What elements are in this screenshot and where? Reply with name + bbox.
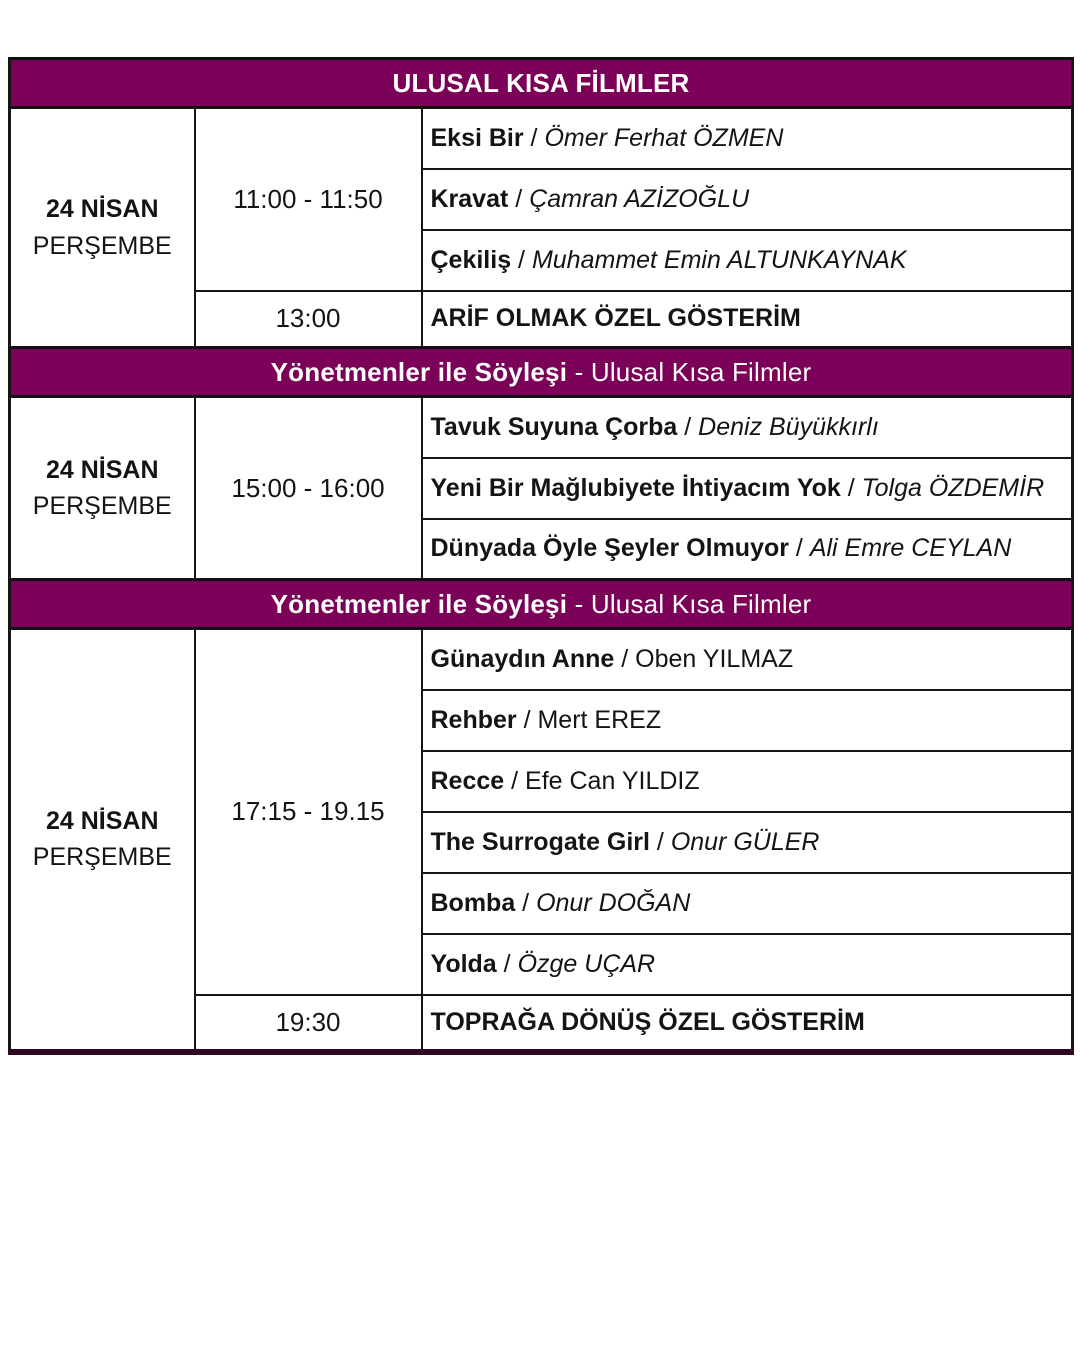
film-director: Özge UÇAR: [517, 949, 656, 978]
schedule-table-body: [10, 59, 1073, 1052]
date-cell: [10, 397, 195, 580]
title-director-separator: /: [511, 245, 532, 274]
special-event-cell: [422, 995, 1073, 1052]
title-director-separator: /: [840, 473, 862, 502]
film-cell: [422, 108, 1073, 169]
title-director-separator: /: [649, 827, 671, 856]
film-title: Dünyada Öyle Şeyler Olmuyor: [430, 534, 789, 563]
film-title: The Surrogate Girl: [430, 827, 650, 856]
table-row: [10, 629, 1073, 690]
section-header: [10, 59, 1073, 108]
title-director-separator: /: [516, 705, 538, 734]
section-header-row: [10, 580, 1073, 629]
section-header-title: Yönetmenler ile Söyleşi: [270, 356, 568, 387]
time-cell: 11:00 - 11:50: [195, 108, 422, 291]
title-director-separator: /: [523, 123, 545, 152]
title-director-separator: /: [496, 949, 518, 978]
film-title: Yeni Bir Mağlubiyete İhtiyacım Yok: [430, 473, 841, 502]
date-cell: [10, 629, 195, 1052]
film-director: Tolga ÖZDEMİR: [861, 473, 1045, 502]
film-director: Çamran AZİZOĞLU: [529, 184, 750, 213]
film-title: Recce: [430, 766, 505, 795]
date-weekday: PERŞEMBE: [32, 492, 172, 520]
film-title: Bomba: [430, 888, 516, 917]
table-row: [10, 108, 1073, 169]
title-director-separator: /: [677, 412, 699, 441]
film-director: Muhammet Emin ALTUNKAYNAK: [531, 245, 907, 274]
time-cell: 17:15 - 19.15: [195, 629, 422, 995]
section-header-subtitle: - Ulusal Kısa Filmler: [567, 356, 812, 387]
film-cell: [422, 812, 1073, 873]
section-header-row: [10, 348, 1073, 397]
film-title: Rehber: [430, 705, 517, 734]
special-event-title: TOPRAĞA DÖNÜŞ ÖZEL GÖSTERİM: [430, 1007, 865, 1036]
date-weekday: PERŞEMBE: [32, 231, 172, 260]
film-title: Yolda: [430, 949, 497, 978]
section-header-title: ULUSAL KISA FİLMLER: [392, 67, 690, 98]
film-director: Efe Can YILDIZ: [525, 766, 700, 795]
special-event-title: ARİF OLMAK ÖZEL GÖSTERİM: [430, 304, 801, 333]
title-director-separator: /: [508, 184, 530, 213]
film-cell: [422, 519, 1073, 580]
section-header-subtitle: - Ulusal Kısa Filmler: [567, 588, 812, 619]
film-title: Günaydın Anne: [430, 644, 615, 673]
date-cell: [10, 108, 195, 348]
film-cell: [422, 690, 1073, 751]
film-cell: [422, 230, 1073, 291]
film-cell: [422, 873, 1073, 934]
title-director-separator: /: [504, 766, 526, 795]
film-title: Kravat: [430, 184, 509, 213]
film-director: Deniz Büyükkırlı: [698, 412, 879, 441]
title-director-separator: /: [614, 644, 636, 673]
film-cell: [422, 397, 1073, 458]
film-cell: [422, 934, 1073, 995]
special-event-cell: [422, 291, 1073, 348]
time-cell: 15:00 - 16:00: [195, 397, 422, 580]
date-weekday: PERŞEMBE: [32, 843, 172, 872]
date-day: 24 NİSAN: [45, 807, 159, 835]
section-header: [10, 348, 1073, 397]
film-director: Onur DOĞAN: [536, 888, 691, 917]
film-director: Oben YILMAZ: [635, 644, 794, 673]
film-cell: [422, 458, 1073, 519]
film-cell: [422, 169, 1073, 230]
film-title: Eksi Bir: [430, 123, 524, 152]
time-cell: 19:30: [195, 995, 422, 1052]
title-director-separator: /: [788, 534, 810, 563]
schedule-table: [8, 57, 1074, 1055]
date-day: 24 NİSAN: [45, 455, 159, 484]
section-header: [10, 580, 1073, 629]
film-director: Ali Emre CEYLAN: [809, 534, 1012, 563]
title-director-separator: /: [515, 888, 537, 917]
date-day: 24 NİSAN: [45, 195, 159, 224]
film-director: Mert EREZ: [537, 705, 662, 734]
section-header-row: [10, 59, 1073, 108]
time-cell: 13:00: [195, 291, 422, 348]
film-cell: [422, 751, 1073, 812]
film-title: Tavuk Suyuna Çorba: [430, 412, 678, 441]
film-title: Çekiliş: [430, 245, 512, 274]
film-director: Onur GÜLER: [670, 827, 820, 856]
film-cell: [422, 629, 1073, 690]
table-row: [10, 397, 1073, 458]
section-header-title: Yönetmenler ile Söyleşi: [270, 588, 568, 619]
film-director: Ömer Ferhat ÖZMEN: [544, 123, 784, 152]
